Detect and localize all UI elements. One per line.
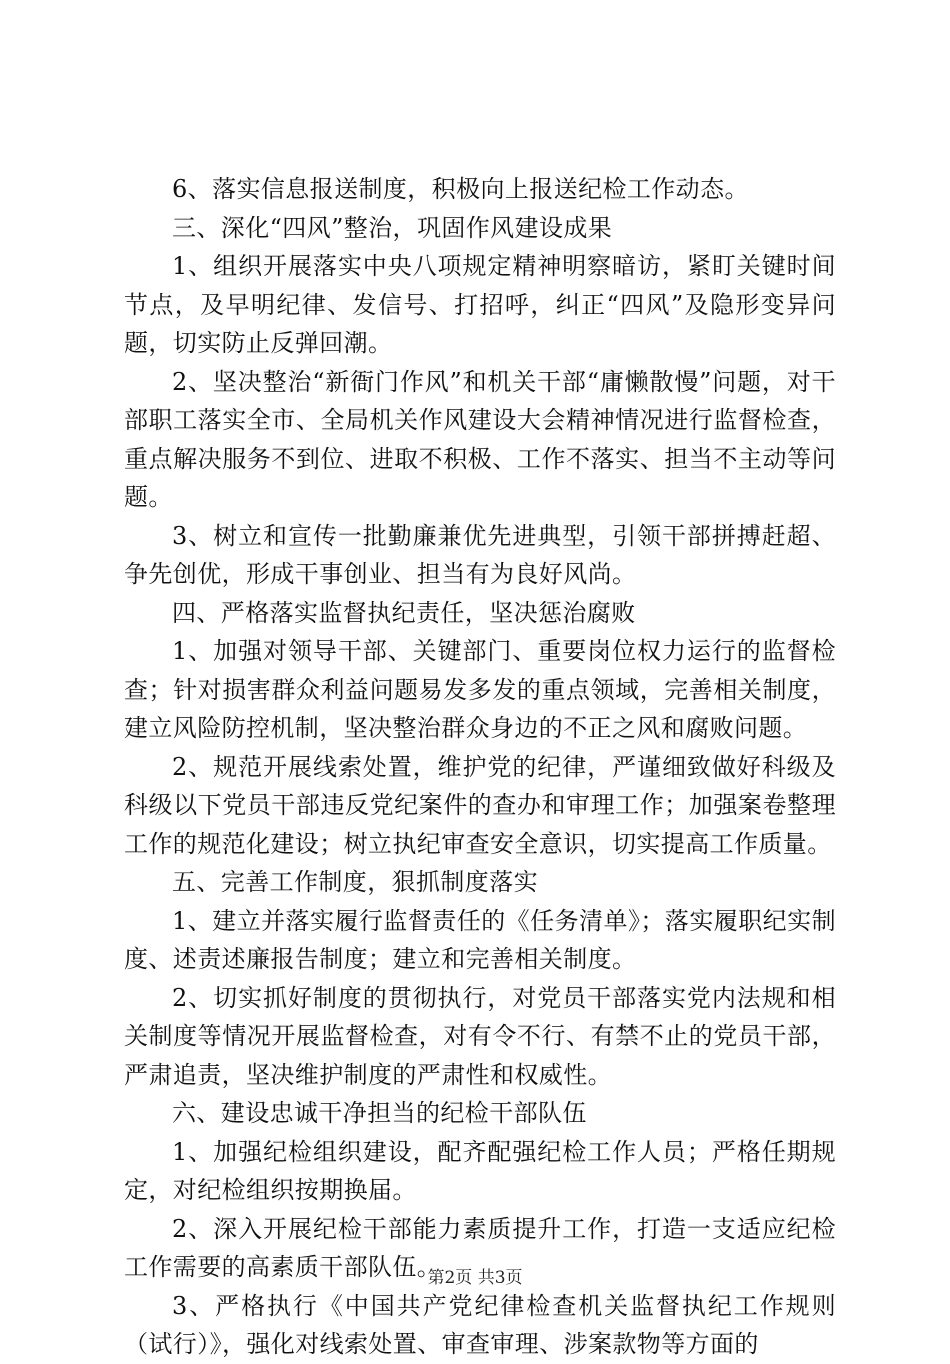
section-heading-4: 四、严格落实监督执纪责任，坚决惩治腐败 (172, 598, 636, 627)
paragraph-6-1: 1、加强纪检组织建设，配齐配强纪检工作人员；严格任期规定，对纪检组织按期换届。 (124, 1137, 836, 1204)
paragraph-6-3: 3、严格执行《中国共产党纪律检查机关监督执纪工作规则（试行）》，强化对线索处置、审查审理、涉案款物等方面的 (124, 1291, 836, 1358)
paragraph-4-2: 2、规范开展线索处置，维护党的纪律，严谨细致做好科级及科级以下党员干部违反党纪案件的查办和审理工作；加强案卷整理工作的规范化建设；树立执纪审查安全意识，切实提高工作质量。 (124, 752, 836, 858)
document-body (124, 170, 836, 1364)
paragraph-5-2: 2、切实抓好制度的贯彻执行，对党员干部落实党内法规和相关制度等情况开展监督检查，对有令不行、有禁不止的党员干部，严肃追责，坚决维护制度的严肃性和权威性。 (124, 983, 836, 1089)
section-heading-3: 三、深化“四风”整治，巩固作风建设成果 (172, 213, 613, 242)
paragraph-3-3: 3、树立和宣传一批勤廉兼优先进典型，引领干部拼搏赶超、争先创优，形成干事创业、担当有为良好风尚。 (124, 521, 836, 588)
paragraph-6-2: 2、深入开展纪检干部能力素质提升工作，打造一支适应纪检工作需要的高素质干部队伍。 (124, 1214, 836, 1281)
paragraph-3-2: 2、坚决整治“新衙门作风”和机关干部“庸懒散慢”问题，对干部职工落实全市、全局机关作风建设大会精神情况进行监督检查，重点解决服务不到位、进取不积极、工作不落实、担当不主动等问题。 (124, 367, 836, 511)
paragraph-5-1: 1、建立并落实履行监督责任的《任务清单》；落实履职纪实制度、述责述廉报告制度；建立和完善相关制度。 (124, 906, 836, 973)
page-number-footer: 第2页 共3页 (427, 1268, 523, 1288)
section-heading-5: 五、完善工作制度，狠抓制度落实 (172, 868, 538, 896)
paragraph-4-1: 1、加强对领导干部、关键部门、重要岗位权力运行的监督检查；针对损害群众利益问题易发多发的重点领域，完善相关制度，建立风险防控机制，坚决整治群众身边的不正之风和腐败问题。 (124, 637, 836, 742)
section-heading-6: 六、建设忠诚干净担当的纪检干部队伍 (172, 1099, 587, 1127)
paragraph-3-1: 1、组织开展落实中央八项规定精神明察暗访，紧盯关键时间节点，及早明纪律、发信号、打招呼，纠正“四风”及隐形变异问题，切实防止反弹回潮。 (124, 252, 836, 357)
paragraph-1: 6、落实信息报送制度，积极向上报送纪检工作动态。 (172, 175, 749, 203)
